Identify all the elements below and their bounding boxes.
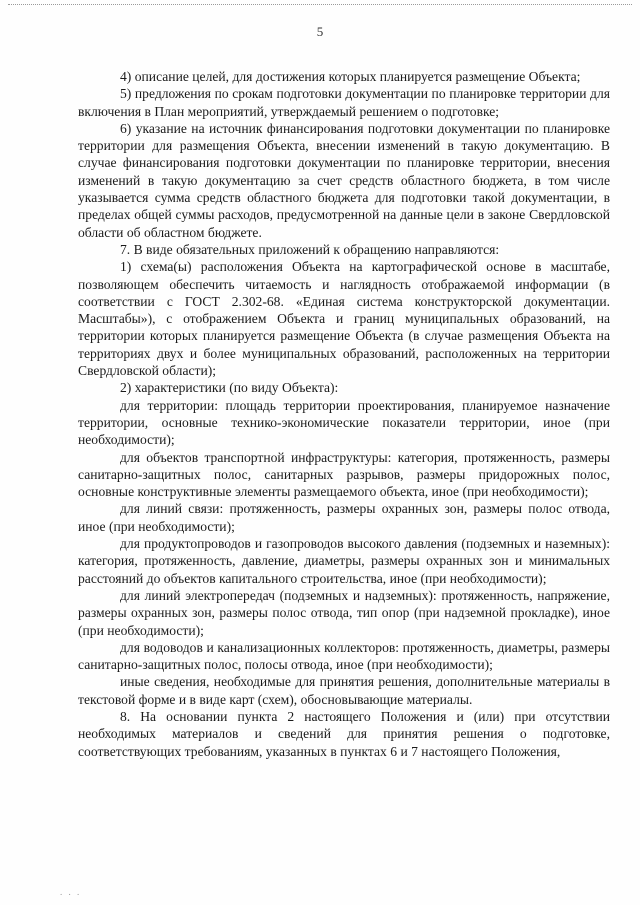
paragraph-section-8: 8. На основании пункта 2 настоящего Положения и (или) при отсутствии необходимых материалов и сведений для принятия решения о подготовке, соответствующих требованиям, указанных в пунктах 6 и 7 настоящего Положения, [78, 708, 610, 759]
paragraph-pipelines: для продуктопроводов и газопроводов высокого давления (подземных и наземных): категория, протяженность, давление, диаметры, размеры охранных зон и минимальных расстояний до объектов капитального строительства, иное (при необходимости); [78, 536, 610, 586]
paragraph-characteristics: 2) характеристики (по виду Объекта): [120, 380, 339, 396]
paragraph-other-info: иные сведения, необходимые для принятия решения, дополнительные материалы в текстовой форме и в виде карт (схем), обосновывающие материалы. [78, 674, 610, 707]
paragraph-transport: для объектов транспортной инфраструктуры: категория, протяженность, размеры санитарно-защитных полос, санитарных разрывов, размеры придорожных полос, основные конструктивные элементы размещаемого объекта, иное (при необходимости); [78, 449, 610, 500]
page-number: 5 [316, 24, 324, 39]
footer-scan-mark: . . . [60, 887, 82, 897]
paragraph-section-7: 7. В виде обязательных приложений к обращению направляются: [120, 241, 500, 257]
paragraph-water-sewer: для водоводов и канализационных коллекторов: протяженность, диаметры, размеры санитарно-защитных полос, полосы отвода, иное (при необходимости); [78, 639, 610, 673]
paragraph-scheme: 1) схема(ы) расположения Объекта на картографической основе в масштабе, позволяющем обеспечить читаемость и наглядность отображаемой информации (в соответствии с ГОСТ 2.302-68. «Единая система конструкторской документации. Масштабы»), с отображением Объекта и границ муниципальных образований, на территории которых планируется размещение Объекта (в случае размещения Объекта на территориях двух и более муниципальных образований, расположенных на территории Свердловской области); [78, 259, 610, 379]
paragraph-item-6: 6) указание на источник финансирования подготовки документации по планировке территории для размещения Объекта, внесении изменений в такую документацию. В случае финансирования подготовки документации по планировке территории, внесения изменений в такую документацию за счет средств областного бюджета, в том числе указывается сумма средств областного бюджета для подготовки такой документации, в пределах общей суммы расходов, предусмотренной на данные цели в законе Свердловской области об областном бюджете. [78, 120, 610, 240]
paragraph-power-lines: для линий электропередач (подземных и надземных): протяженность, напряжение, размеры охранных зон, размеры полос отвода, тип опор (при надземной прокладке), иное (при необходимости); [78, 587, 610, 638]
paragraph-item-5: 5) предложения по срокам подготовки документации по планировке территории для включения в План мероприятий, утверждаемый решением о подготовке; [78, 86, 610, 119]
paragraph-communication-lines: для линий связи: протяженность, размеры охранных зон, размеры полос отвода, иное (при необходимости); [78, 501, 610, 534]
document-body [78, 68, 610, 760]
page-top-border [8, 4, 632, 8]
paragraph-territory: для территории: площадь территории проектирования, планируемое назначение территории, основные технико-экономические показатели территории, иное (при необходимости); [78, 397, 610, 448]
paragraph-item-4: 4) описание целей, для достижения которых планируется размещение Объекта; [120, 69, 581, 84]
